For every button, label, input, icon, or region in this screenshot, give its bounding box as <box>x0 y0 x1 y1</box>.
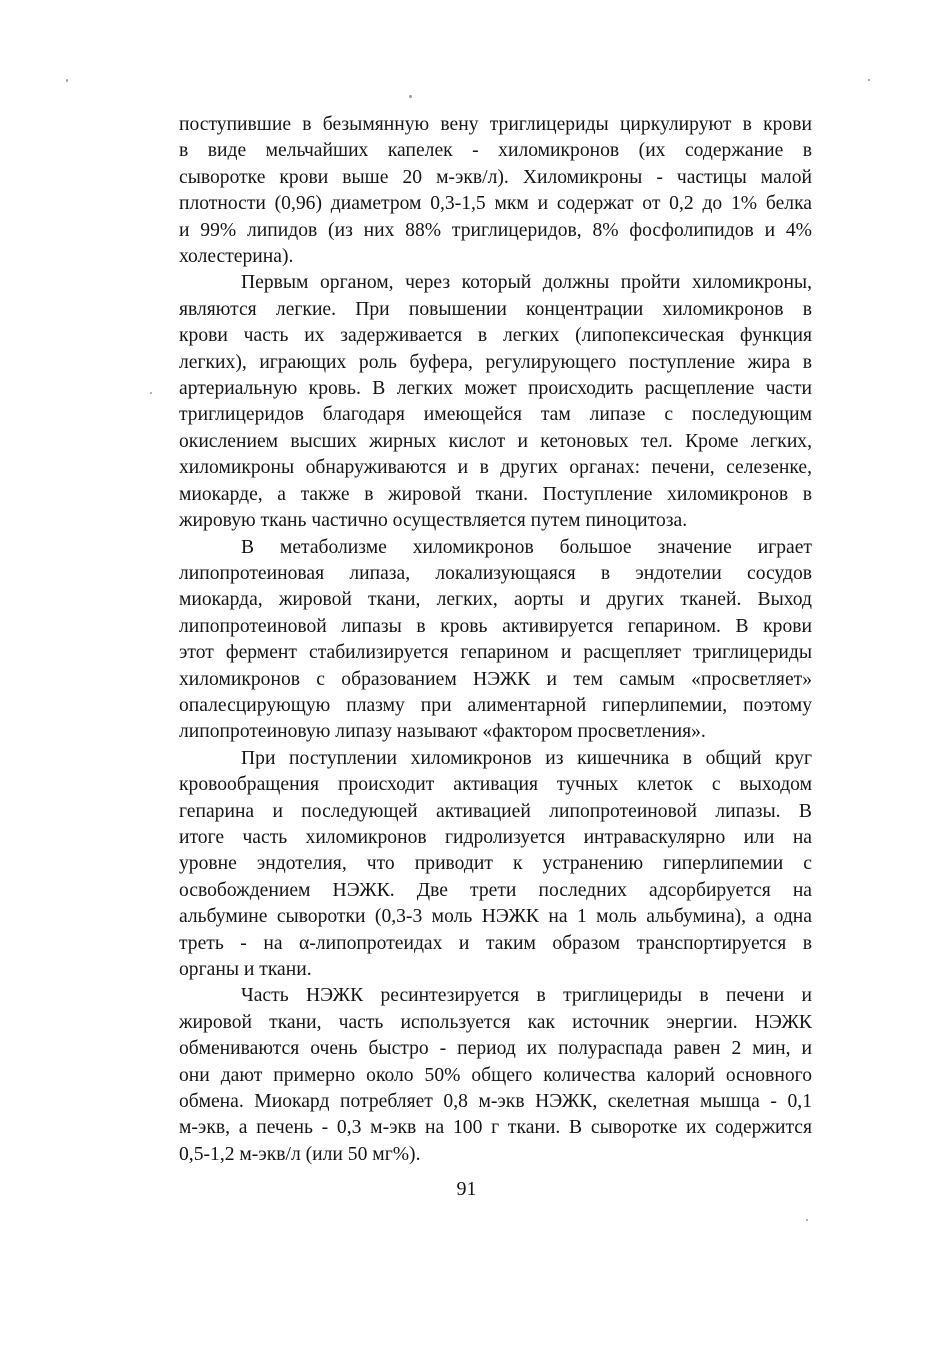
text-line: Первым органом, через который должны пройти хиломикроны, <box>241 272 812 294</box>
text-line: хиломикроны обнаруживаются и в других органах: печени, селезенке, <box>179 457 812 479</box>
text-line: обмена. Миокард потребляет 0,8 м-экв НЭЖК, скелетная мышца - 0,1 <box>179 1091 812 1113</box>
text-line: жировой ткани, часть используется как источник энергии. НЭЖК <box>179 1011 812 1033</box>
scan-speck <box>66 79 68 82</box>
text-line: этот фермент стабилизируется гепарином и расщепляет триглицериды <box>179 642 812 664</box>
text-line: и 99% липидов (из них 88% триглицеридов, 8% фосфолипидов и 4% <box>179 219 812 241</box>
text-line: липопротеиновую липазу называют «фактором просветления». <box>179 721 706 743</box>
paragraph-4 <box>179 746 812 984</box>
text-line: поступившие в безымянную вену триглицериды циркулируют в крови <box>179 114 812 135</box>
scan-speck <box>409 95 412 98</box>
text-line: гепарина и последующей активацией липопротеиновой липазы. В <box>179 800 812 822</box>
text-line: холестерина). <box>179 246 294 268</box>
body-text <box>179 112 812 1168</box>
text-line: миокарда, жировой ткани, легких, аорты и других тканей. Выход <box>179 589 812 611</box>
text-line: в виде мельчайших капелек - хиломикронов (их содержание в <box>179 140 812 162</box>
text-line: В метаболизме хиломикронов большое значение играет <box>241 536 812 558</box>
text-line: м-экв, а печень - 0,3 м-экв на 100 г ткани. В сыворотке их содержится <box>179 1117 812 1139</box>
text-line: альбумине сыворотки (0,3-3 моль НЭЖК на 1 моль альбумина), а одна <box>179 906 812 928</box>
text-line: крови часть их задерживается в легких (липопексическая функция <box>179 325 812 347</box>
scan-speck <box>150 392 152 394</box>
text-line: освобождением НЭЖК. Две трети последних адсорбируется на <box>179 879 812 901</box>
text-line: окислением высших жирных кислот и кетоновых тел. Кроме легких, <box>179 430 812 452</box>
text-line: липопротеиновой липазы в кровь активируется гепарином. В крови <box>179 615 812 637</box>
scan-speck <box>868 79 870 81</box>
text-line: они дают примерно около 50% общего количества калорий основного <box>179 1064 812 1086</box>
text-line: плотности (0,96) диаметром 0,3-1,5 мкм и содержат от 0,2 до 1% белка <box>179 193 812 215</box>
paragraph-5 <box>179 983 812 1168</box>
text-line: органы и ткани. <box>179 959 312 980</box>
text-line: липопротеиновая липаза, локализующаяся в эндотелии сосудов <box>179 562 812 584</box>
text-line: опалесцирующую плазму при алиментарной гиперлипемии, поэтому <box>179 694 812 716</box>
text-line: Часть НЭЖК ресинтезируется в триглицериды в печени и <box>241 985 812 1007</box>
text-line: хиломикронов с образованием НЭЖК и тем самым «просветляет» <box>179 668 812 690</box>
paragraph-3 <box>179 535 812 746</box>
text-line: обмениваются очень быстро - период их полураспада равен 2 мин, и <box>179 1038 812 1060</box>
text-line: миокарде, а также в жировой ткани. Поступление хиломикронов в <box>179 483 812 505</box>
text-line: артериальную кровь. В легких может происходить расщепление части <box>179 378 812 400</box>
text-line: являются легкие. При повышении концентрации хиломикронов в <box>179 298 812 320</box>
text-line: сыворотке крови выше 20 м-экв/л). Хиломикроны - частицы малой <box>179 166 812 188</box>
text-line: уровне эндотелия, что приводит к устранению гиперлипемии с <box>179 853 812 875</box>
text-line: треть - на α-липопротеидах и таким образом транспортируется в <box>179 932 812 954</box>
text-line: триглицеридов благодаря имеющейся там липазе с последующим <box>179 404 812 426</box>
page-number: 91 <box>456 1178 477 1200</box>
text-line: 0,5-1,2 м-экв/л (или 50 мг%). <box>179 1143 421 1165</box>
text-line: итоге часть хиломикронов гидролизуется интраваскулярно или на <box>179 826 812 848</box>
text-line: кровообращения происходит активация тучных клеток с выходом <box>179 774 812 796</box>
text-line: жировую ткань частично осуществляется путем пиноцитоза. <box>179 510 688 532</box>
text-line: легких), играющих роль буфера, регулирующего поступление жира в <box>179 351 812 373</box>
paragraph-1 <box>179 112 812 270</box>
paragraph-2 <box>179 270 812 534</box>
text-line: При поступлении хиломикронов из кишечника в общий круг <box>241 747 812 769</box>
scan-speck <box>806 1219 808 1221</box>
